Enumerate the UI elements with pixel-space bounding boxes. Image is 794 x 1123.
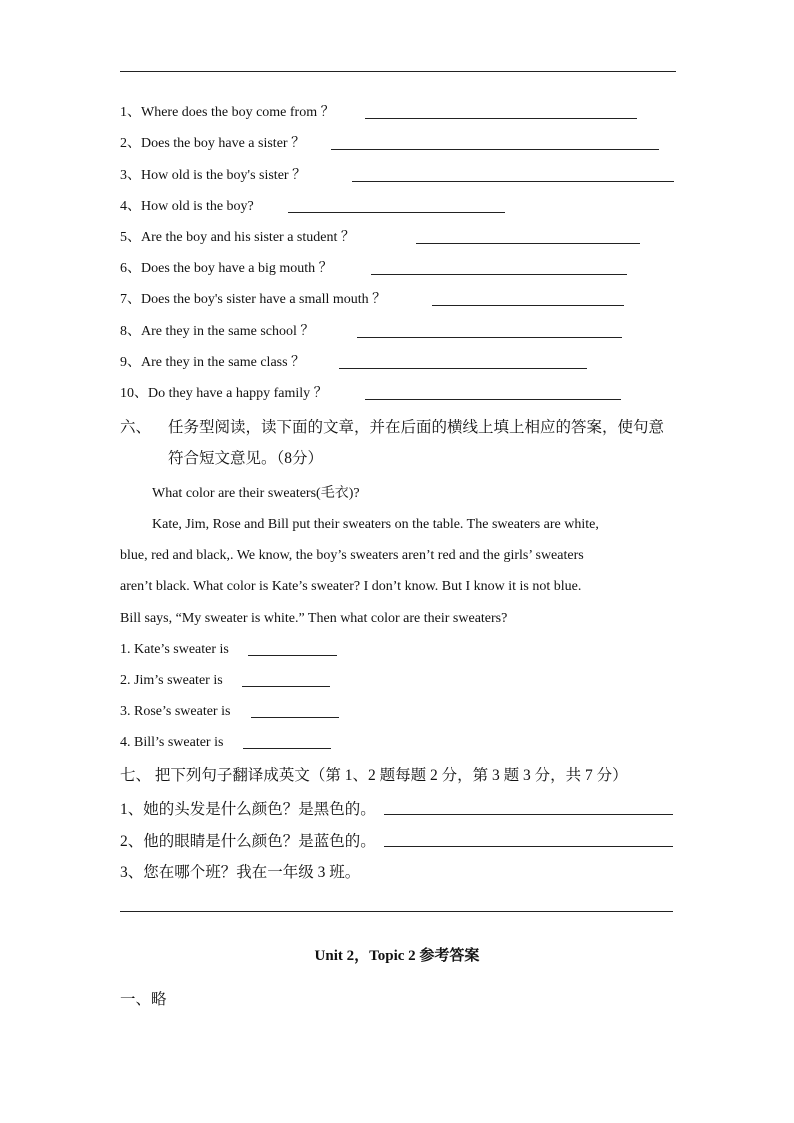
answer-blank[interactable] — [251, 703, 339, 718]
translation-text: 1、她的头发是什么颜色？是黑色的。 — [120, 801, 376, 818]
answer-3 — [120, 703, 230, 721]
answer-blank[interactable] — [384, 800, 673, 815]
section-7-heading: 七、 把下列句子翻译成英文（第 1、2 题每题 2 分，第 3 题 3 分，共 7 分） — [120, 767, 628, 784]
question-4 — [120, 198, 254, 216]
bottom-rule — [120, 911, 673, 912]
answer-blank[interactable] — [365, 385, 621, 400]
translation-1 — [120, 800, 376, 820]
answer-blank[interactable] — [243, 734, 331, 749]
answer-blank[interactable] — [352, 167, 674, 182]
answer-blank[interactable] — [371, 260, 627, 275]
answer-blank[interactable] — [357, 323, 622, 338]
section-6-instruction-line2: 符合短文意见。（8分） — [168, 450, 324, 467]
translation-3: 3、您在哪个班？我在一年级 3 班。 — [120, 864, 361, 881]
passage-line-2: blue, red and black,. We know, the boy’s sweaters aren’t red and the girls’ sweaters — [120, 548, 584, 563]
question-text: 1、Where does the boy come from ？ — [120, 105, 335, 120]
answer-blank[interactable] — [339, 354, 587, 369]
answer-key-title: Unit 2，Topic 2 参考答案 — [314, 948, 480, 964]
question-text: 3、How old is the boy's sister ？ — [120, 168, 307, 183]
answer-blank[interactable] — [248, 641, 337, 656]
answer-label: 2. Jim’s sweater is — [120, 673, 223, 688]
question-text: 5、Are the boy and his sister a student ？ — [120, 230, 355, 245]
question-9 — [120, 354, 305, 372]
answer-label: 3. Rose’s sweater is — [120, 704, 231, 719]
question-10 — [120, 385, 328, 403]
passage-line-3: aren’t black. What color is Kate’s sweater? I don’t know. But I know it is not blue. — [120, 579, 582, 594]
question-text: 6、Does the boy have a big mouth ？ — [120, 261, 333, 276]
passage-title: What color are their sweaters(毛衣)? — [152, 486, 360, 501]
answer-blank[interactable] — [432, 291, 624, 306]
question-3 — [120, 167, 306, 185]
answer-blank[interactable] — [365, 104, 637, 119]
question-7 — [120, 291, 386, 309]
question-1 — [120, 104, 335, 122]
question-text: 10、Do they have a happy family ？ — [120, 386, 328, 401]
passage-line-4: Bill says, “My sweater is white.” Then what color are their sweaters? — [120, 611, 508, 626]
section-6-number: 六、 — [120, 419, 152, 436]
answer-1 — [120, 641, 229, 659]
question-text: 8、Are they in the same school ？ — [120, 324, 315, 339]
translation-2 — [120, 832, 376, 852]
question-5 — [120, 229, 355, 247]
answer-blank[interactable] — [384, 832, 673, 847]
answer-2 — [120, 672, 223, 690]
section-6-instruction-line1: 任务型阅读，读下面的文章，并在后面的横线上填上相应的答案，使句意 — [168, 419, 665, 436]
answer-label: 4. Bill’s sweater is — [120, 735, 224, 750]
question-2 — [120, 135, 305, 153]
answer-blank[interactable] — [416, 229, 640, 244]
answer-blank[interactable] — [331, 135, 659, 150]
answer-blank[interactable] — [242, 672, 330, 687]
translation-text: 2、他的眼睛是什么颜色？是蓝色的。 — [120, 833, 376, 850]
question-text: 9、Are they in the same class ？ — [120, 355, 306, 370]
answer-key-section-1: 一、略 — [120, 991, 167, 1008]
question-6 — [120, 260, 333, 278]
top-rule — [120, 71, 676, 72]
answer-4 — [120, 734, 223, 752]
question-text: 4、How old is the boy? — [120, 199, 254, 214]
question-text: 2、Does the boy have a sister ？ — [120, 136, 306, 151]
question-8 — [120, 323, 314, 341]
question-text: 7、Does the boy's sister have a small mouth ？ — [120, 292, 387, 307]
passage-line-1: Kate, Jim, Rose and Bill put their sweaters on the table. The sweaters are white, — [152, 517, 599, 532]
answer-label: 1. Kate’s sweater is — [120, 642, 229, 657]
answer-blank[interactable] — [288, 198, 505, 213]
